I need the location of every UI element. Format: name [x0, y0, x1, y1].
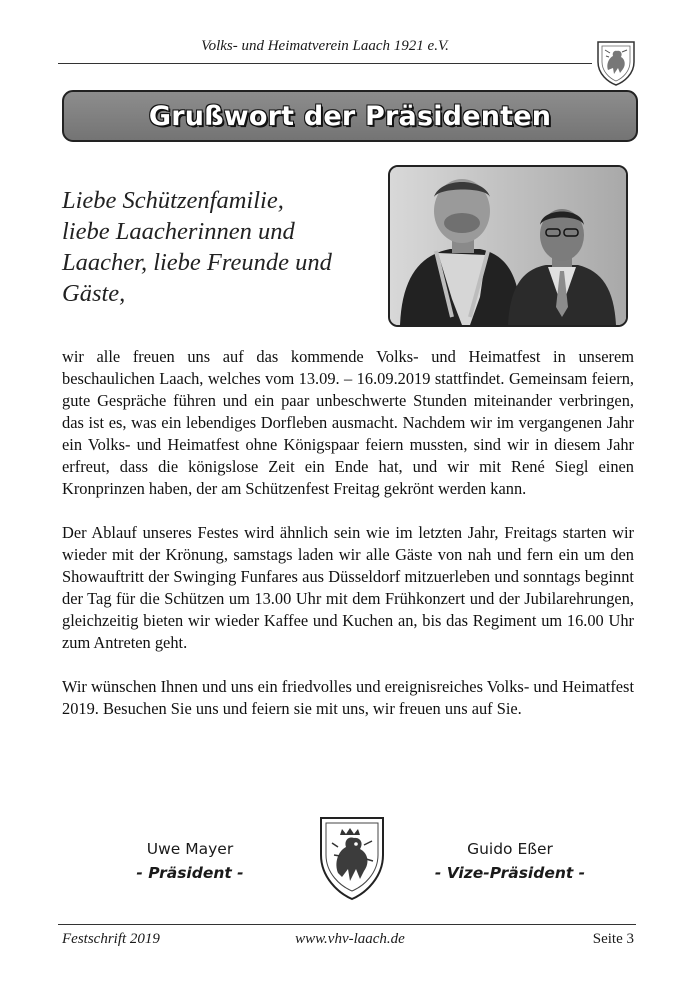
body-paragraph: Wir wünschen Ihnen und uns ein friedvolles und ereignisreiches Volks- und Heimatfest 2019. Besuchen Sie uns und feiern sie mit uns, wir freuen uns auf Sie. [62, 677, 634, 718]
greeting-line: Laacher, liebe Freunde und [62, 249, 332, 276]
title-banner [62, 90, 638, 142]
greeting-line: liebe Laacherinnen und [62, 218, 295, 245]
body-paragraph: Der Ablauf unseres Festes wird ähnlich sein wie im letzten Jahr, Freitags starten wir wieder mit der Krönung, samstags laden wir alle Gäste von nah und fern ein um den Showauftritt der Swinging Funfares aus Düsseldorf mitzuerleben und sonntags beginnt der Tag für die Schützen um 13.00 Uhr mit dem Frühkonzert und der Jubilarehrungen, gleichzeitig bieten wir wieder Kaffee und Kuchen an, bis das Regiment um 16.00 Uhr zum Antreten geht. [62, 523, 634, 652]
footer-website-link[interactable]: www.vhv-laach.de [295, 931, 405, 947]
greeting [62, 185, 380, 309]
page-number: Seite 3 [592, 931, 634, 947]
signature-vice-president [430, 837, 590, 885]
greeting-line: Gäste, [62, 280, 126, 307]
page-title: Grußwort der Präsidenten [148, 100, 552, 132]
header-divider [58, 63, 592, 64]
body-text [62, 346, 634, 742]
presidents-photo [388, 165, 628, 327]
signature-president [110, 837, 270, 885]
signature-role: - Präsident - [136, 864, 244, 882]
signature-name: Uwe Mayer [146, 840, 234, 858]
signature-role: - Vize-Präsident - [434, 864, 586, 882]
body-paragraph: wir alle freuen uns auf das kommende Volks- und Heimatfest in unserem beschaulichen Laach, welches vom 13.09. – 16.09.2019 stattfindet. Gemeinsam feiern, gute Gespräche führen und ein paar unbeschwerte Stunden miteinander verbringen, das ist es, was ein lebendiges Dorfleben ausmacht. Nachdem wir im vergangenen Jahr ein Volks- und Heimatfest ohne Königspaar feiern mussten, sind wir in diesem Jahr erfreut, dass die königslose Zeit ein Ende hat, und wir mit René Siegl einen Kronprinzen haben, der am Schützenfest Freitag gekrönt werden kann. [62, 347, 634, 498]
coat-of-arms-icon [318, 815, 386, 901]
footer-publication: Festschrift 2019 [62, 931, 160, 947]
coat-of-arms-icon [596, 40, 636, 86]
greeting-line: Liebe Schützenfamilie, [62, 187, 284, 214]
header-title: Volks- und Heimatverein Laach 1921 e.V. [201, 38, 449, 54]
footer-divider [58, 924, 636, 925]
signature-name: Guido Eßer [467, 840, 553, 858]
